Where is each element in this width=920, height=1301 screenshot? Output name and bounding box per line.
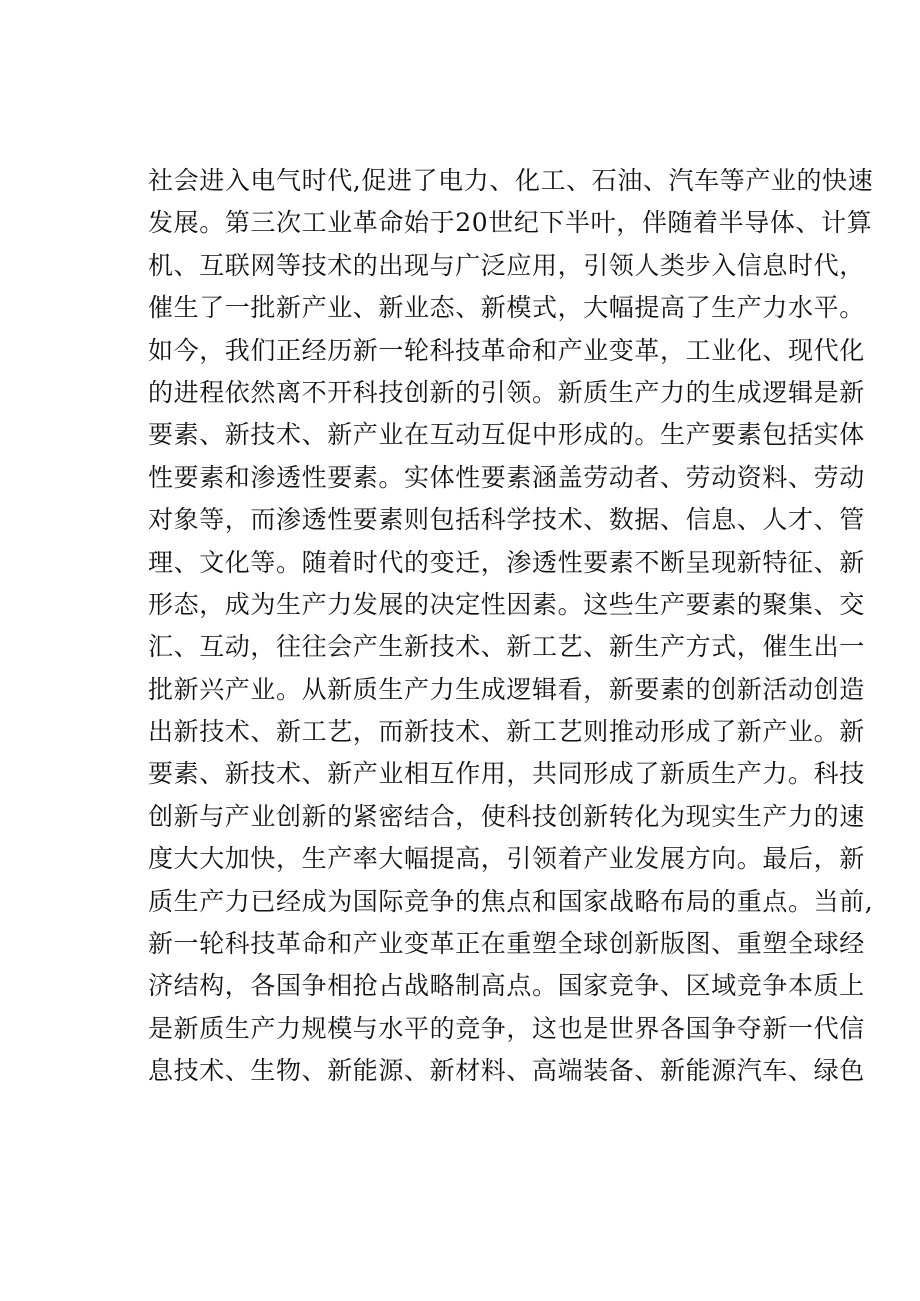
text-line: 社会进入电气时代,促进了电力、化工、石油、汽车等产业的快速 — [148, 166, 874, 195]
text-line: 对象等，而渗透性要素则包括科学技术、数据、信息、人才、管 — [148, 505, 865, 535]
text-line: 新一轮科技革命和产业变革正在重塑全球创新版图、重塑全球经 — [148, 929, 865, 959]
text-line: 济结构，各国争相抢占战略制高点。国家竞争、区域竞争本质上 — [148, 971, 865, 1001]
text-line: 是新质生产力规模与水平的竞争，这也是世界各国争夺新一代信 — [148, 1013, 865, 1043]
text-line: 批新兴产业。从新质生产力生成逻辑看，新要素的创新活动创造 — [148, 674, 865, 704]
text-line: 发展。第三次工业革命始于20世纪下半叶，伴随着半导体、计算 — [148, 208, 873, 238]
text-line: 要素、新技术、新产业相互作用，共同形成了新质生产力。科技 — [148, 759, 865, 789]
text-line: 度大大加快，生产率大幅提高，引领着产业发展方向。最后，新 — [148, 844, 865, 874]
text-line: 质生产力已经成为国际竞争的焦点和国家战略布局的重点。当前, — [148, 886, 874, 916]
text-line: 要素、新技术、新产业在互动互促中形成的。生产要素包括实体 — [148, 420, 865, 450]
text-line: 创新与产业创新的紧密结合，使科技创新转化为现实生产力的速 — [148, 801, 865, 831]
body-text — [148, 160, 874, 1093]
text-line: 性要素和渗透性要素。实体性要素涵盖劳动者、劳动资料、劳动 — [148, 462, 865, 492]
text-line: 如今，我们正经历新一轮科技革命和产业变革，工业化、现代化 — [148, 335, 865, 365]
text-line: 汇、互动，往往会产生新技术、新工艺、新生产方式，催生出一 — [148, 632, 865, 662]
text-line: 出新技术、新工艺，而新技术、新工艺则推动形成了新产业。新 — [148, 717, 865, 747]
text-line: 机、互联网等技术的出现与广泛应用，引领人类步入信息时代， — [148, 250, 865, 280]
text-line: 形态，成为生产力发展的决定性因素。这些生产要素的聚集、交 — [148, 589, 865, 619]
text-line: 息技术、生物、新能源、新材料、高端装备、新能源汽车、绿色 — [148, 1056, 865, 1086]
text-line: 的进程依然离不开科技创新的引领。新质生产力的生成逻辑是新 — [148, 377, 865, 407]
text-line: 理、文化等。随着时代的变迁，渗透性要素不断呈现新特征、新 — [148, 547, 865, 577]
text-line: 催生了一批新产业、新业态、新模式，大幅提高了生产力水平。 — [148, 293, 865, 323]
